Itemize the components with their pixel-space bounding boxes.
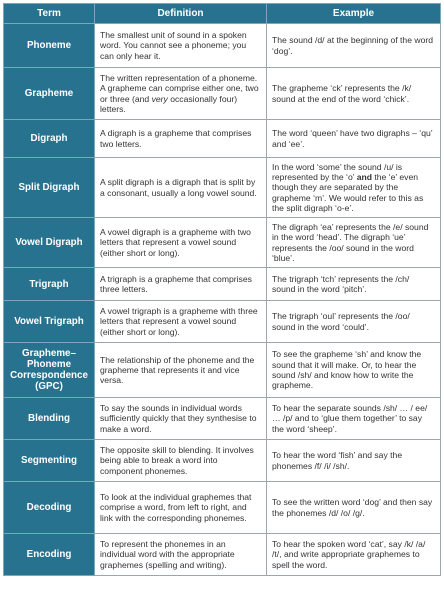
example-cell: To hear the separate sounds /sh/ … / ee/ … /p/ and to ‘glue them together’ to say the word ‘sheep’. [267, 398, 441, 440]
term-cell: Vowel Digraph [4, 218, 95, 268]
table-row [4, 24, 441, 68]
term-cell: Digraph [4, 120, 95, 158]
term-cell: Decoding [4, 482, 95, 534]
example-cell: The trigraph ‘oul’ represents the /oo/ sound in the word ‘could’. [267, 301, 441, 343]
example-cell: The digraph ‘ea’ represents the /e/ sound in the word ‘head’. The digraph ‘ue’ represents the /oo/ sound in the word ‘blue’. [267, 218, 441, 268]
term-cell: Segmenting [4, 440, 95, 482]
term-cell: Split Digraph [4, 158, 95, 218]
table-row [4, 68, 441, 120]
table-row [4, 482, 441, 534]
example-cell: To hear the word ‘fish’ and say the phonemes /f/ /i/ /sh/. [267, 440, 441, 482]
example-cell: In the word ‘some’ the sound /u/ is represented by the ‘o’ and the ‘e’ even though they are separated by the grapheme ‘m’. We would refer to this as the split digraph ‘o-e’. [267, 158, 441, 218]
definition-cell: To say the sounds in individual words sufficiently quickly that they synthesise to make a word. [95, 398, 267, 440]
example-cell: The sound /d/ at the beginning of the word ‘dog’. [267, 24, 441, 68]
definition-cell: The relationship of the phoneme and the grapheme that represents it and vice versa. [95, 343, 267, 398]
phonics-glossary-table [3, 3, 441, 576]
table-row [4, 218, 441, 268]
term-cell: Blending [4, 398, 95, 440]
table-row [4, 440, 441, 482]
example-cell: The grapheme ‘ck’ represents the /k/ sound at the end of the word ‘chick’. [267, 68, 441, 120]
table-row [4, 398, 441, 440]
definition-cell: A digraph is a grapheme that comprises two letters. [95, 120, 267, 158]
table-row [4, 343, 441, 398]
example-cell: To see the written word ‘dog’ and then say the phonemes /d/ /o/ /g/. [267, 482, 441, 534]
term-cell: Vowel Trigraph [4, 301, 95, 343]
glossary-table-container [3, 3, 440, 576]
header-example: Example [267, 4, 441, 24]
definition-cell: A vowel digraph is a grapheme with two letters that represent a vowel sound (either short or long). [95, 218, 267, 268]
term-cell: Phoneme [4, 24, 95, 68]
definition-cell: The written representation of a phoneme. A grapheme can comprise either one, two or three (and very occasionally four) letters. [95, 68, 267, 120]
header-row [4, 4, 441, 24]
term-cell: Grapheme– Phoneme Correspondence (GPC) [4, 343, 95, 398]
term-cell: Encoding [4, 534, 95, 576]
term-cell: Grapheme [4, 68, 95, 120]
table-row [4, 268, 441, 301]
example-cell: To hear the spoken word ‘cat’, say /k/ /a/ /t/, and write appropriate graphemes to spell the word. [267, 534, 441, 576]
definition-cell: To represent the phonemes in an individual word with the appropriate graphemes (spelling and writing). [95, 534, 267, 576]
definition-cell: To look at the individual graphemes that comprise a word, from left to right, and link with the corresponding phonemes. [95, 482, 267, 534]
table-row [4, 158, 441, 218]
header-term: Term [4, 4, 95, 24]
definition-cell: A trigraph is a grapheme that comprises three letters. [95, 268, 267, 301]
header-definition: Definition [95, 4, 267, 24]
example-cell: To see the grapheme ‘sh’ and know the sound that it will make. Or, to hear the sound /sh/ and know how to write the grapheme. [267, 343, 441, 398]
example-cell: The trigraph ‘tch’ represents the /ch/ sound in the word ‘pitch’. [267, 268, 441, 301]
definition-cell: The opposite skill to blending. It involves being able to break a word into component phonemes. [95, 440, 267, 482]
example-cell: The word ‘queen’ have two digraphs – ‘qu’ and ‘ee’. [267, 120, 441, 158]
table-row [4, 120, 441, 158]
table-row [4, 301, 441, 343]
definition-cell: A vowel trigraph is a grapheme with three letters that represent a vowel sound (either short or long). [95, 301, 267, 343]
term-cell: Trigraph [4, 268, 95, 301]
definition-cell: A split digraph is a digraph that is split by a consonant, usually a long vowel sound. [95, 158, 267, 218]
table-row [4, 534, 441, 576]
definition-cell: The smallest unit of sound in a spoken word. You cannot see a phoneme; you can only hear it. [95, 24, 267, 68]
